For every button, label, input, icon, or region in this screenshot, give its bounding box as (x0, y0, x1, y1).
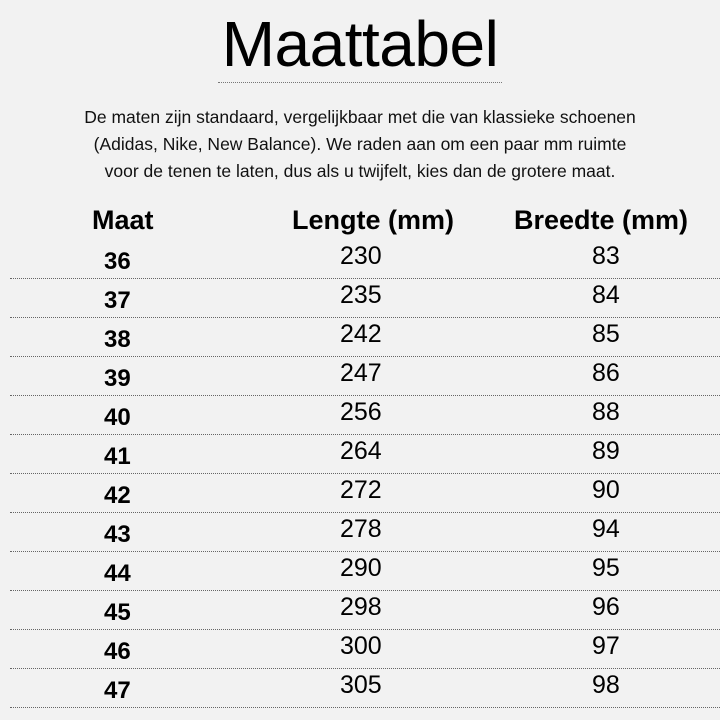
table-row (10, 357, 720, 396)
intro-line-2: (Adidas, Nike, New Balance). We raden aan om een paar mm ruimte (93, 134, 627, 154)
cell-breedte: 89 (592, 437, 620, 465)
title-container (0, 8, 720, 83)
cell-breedte: 94 (592, 515, 620, 543)
cell-lengte: 230 (340, 242, 382, 270)
cell-breedte: 88 (592, 398, 620, 426)
cell-maat: 46 (104, 638, 131, 665)
table-row (10, 552, 720, 591)
cell-maat: 47 (104, 677, 131, 704)
cell-lengte: 300 (340, 632, 382, 660)
cell-breedte: 90 (592, 476, 620, 504)
size-table (0, 200, 720, 708)
cell-breedte: 98 (592, 671, 620, 699)
cell-lengte: 247 (340, 359, 382, 387)
table-row (10, 630, 720, 669)
cell-maat: 43 (104, 521, 131, 548)
cell-maat: 36 (104, 248, 131, 275)
table-row (10, 435, 720, 474)
table-row (10, 513, 720, 552)
cell-maat: 37 (104, 287, 131, 314)
cell-lengte: 264 (340, 437, 382, 465)
cell-maat: 39 (104, 365, 131, 392)
cell-maat: 40 (104, 404, 131, 431)
intro-text (0, 104, 720, 185)
cell-lengte: 235 (340, 281, 382, 309)
intro-line-1: De maten zijn standaard, vergelijkbaar met die van klassieke schoenen (84, 107, 636, 127)
table-header (0, 200, 720, 240)
header-breedte: Breedte (mm) (514, 205, 689, 235)
cell-breedte: 95 (592, 554, 620, 582)
table-row (10, 279, 720, 318)
cell-lengte: 298 (340, 593, 382, 621)
cell-lengte: 272 (340, 476, 382, 504)
cell-maat: 44 (104, 560, 131, 587)
table-row (10, 669, 720, 708)
cell-lengte: 305 (340, 671, 382, 699)
cell-breedte: 86 (592, 359, 620, 387)
table-row (10, 396, 720, 435)
intro-line-3: voor de tenen te laten, dus als u twijfelt, kies dan de grotere maat. (104, 161, 616, 181)
table-row (10, 474, 720, 513)
cell-breedte: 84 (592, 281, 620, 309)
cell-lengte: 242 (340, 320, 382, 348)
cell-breedte: 85 (592, 320, 620, 348)
table-row (10, 318, 720, 357)
table-row (10, 240, 720, 279)
cell-maat: 38 (104, 326, 131, 353)
cell-lengte: 290 (340, 554, 382, 582)
cell-breedte: 96 (592, 593, 620, 621)
cell-maat: 45 (104, 599, 131, 626)
cell-maat: 41 (104, 443, 131, 470)
cell-maat: 42 (104, 482, 131, 509)
cell-lengte: 256 (340, 398, 382, 426)
cell-breedte: 97 (592, 632, 620, 660)
header-lengte: Lengte (mm) (292, 205, 454, 235)
header-maat: Maat (92, 205, 154, 235)
cell-breedte: 83 (592, 242, 620, 270)
page-title: Maattabel (218, 8, 503, 83)
table-row (10, 591, 720, 630)
cell-lengte: 278 (340, 515, 382, 543)
